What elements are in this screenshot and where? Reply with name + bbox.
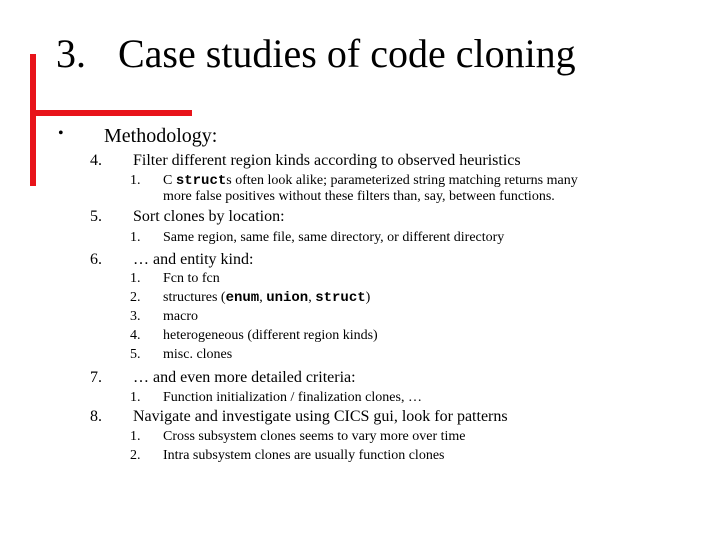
sub-text-part: ) xyxy=(365,290,371,305)
sub-number: 1. xyxy=(130,230,141,245)
title-text: Case studies of code cloning xyxy=(118,31,576,76)
sub-text xyxy=(163,290,370,306)
sub-number: 2. xyxy=(130,448,141,463)
sub-number: 1. xyxy=(130,173,141,188)
sub-text: misc. clones xyxy=(163,347,233,362)
step-number: 4. xyxy=(90,152,102,169)
code-keyword: enum xyxy=(225,290,260,306)
sub-text: heterogeneous (different region kinds) xyxy=(163,328,378,343)
title-number: 3. xyxy=(56,31,86,76)
sub-text-continued: more false positives without these filters than, say, between functions. xyxy=(163,189,555,204)
sub-text: Function initialization / finalization clones, … xyxy=(163,390,422,405)
accent-bar-vertical xyxy=(30,54,36,186)
code-keyword: struct xyxy=(315,290,366,306)
sub-number: 1. xyxy=(130,271,141,286)
step-number: 7. xyxy=(90,369,102,386)
sub-number: 2. xyxy=(130,290,141,305)
step-text: … and even more detailed criteria: xyxy=(133,369,356,386)
sub-text: macro xyxy=(163,309,198,324)
step-text: Sort clones by location: xyxy=(133,208,285,225)
sub-number: 5. xyxy=(130,347,141,362)
sub-number: 1. xyxy=(130,390,141,405)
sub-text-part: , xyxy=(259,290,267,305)
sub-text-part: , xyxy=(308,290,316,305)
step-number: 6. xyxy=(90,251,102,268)
code-keyword: struct xyxy=(175,173,227,189)
sub-text xyxy=(163,173,578,189)
methodology-heading: Methodology: xyxy=(104,125,218,147)
sub-text: Same region, same file, same directory, or different directory xyxy=(163,230,505,245)
sub-text-part: C xyxy=(163,173,176,188)
step-text: … and entity kind: xyxy=(133,251,254,268)
sub-number: 3. xyxy=(130,309,141,324)
bullet-icon: • xyxy=(58,125,64,142)
code-keyword: union xyxy=(266,290,309,306)
step-text: Filter different region kinds according to observed heuristics xyxy=(133,152,521,169)
sub-number: 4. xyxy=(130,328,141,343)
sub-text-part: structures ( xyxy=(163,290,226,305)
accent-bar-horizontal xyxy=(30,110,192,116)
slide-title xyxy=(56,30,576,77)
sub-text: Fcn to fcn xyxy=(163,271,220,286)
step-number: 5. xyxy=(90,208,102,225)
sub-text-part: s often look alike; parameterized string matching returns many xyxy=(226,173,578,188)
step-number: 8. xyxy=(90,408,102,425)
sub-number: 1. xyxy=(130,429,141,444)
sub-text: Intra subsystem clones are usually function clones xyxy=(163,448,445,463)
sub-text: Cross subsystem clones seems to vary more over time xyxy=(163,429,466,444)
step-text: Navigate and investigate using CICS gui, look for patterns xyxy=(133,408,508,425)
